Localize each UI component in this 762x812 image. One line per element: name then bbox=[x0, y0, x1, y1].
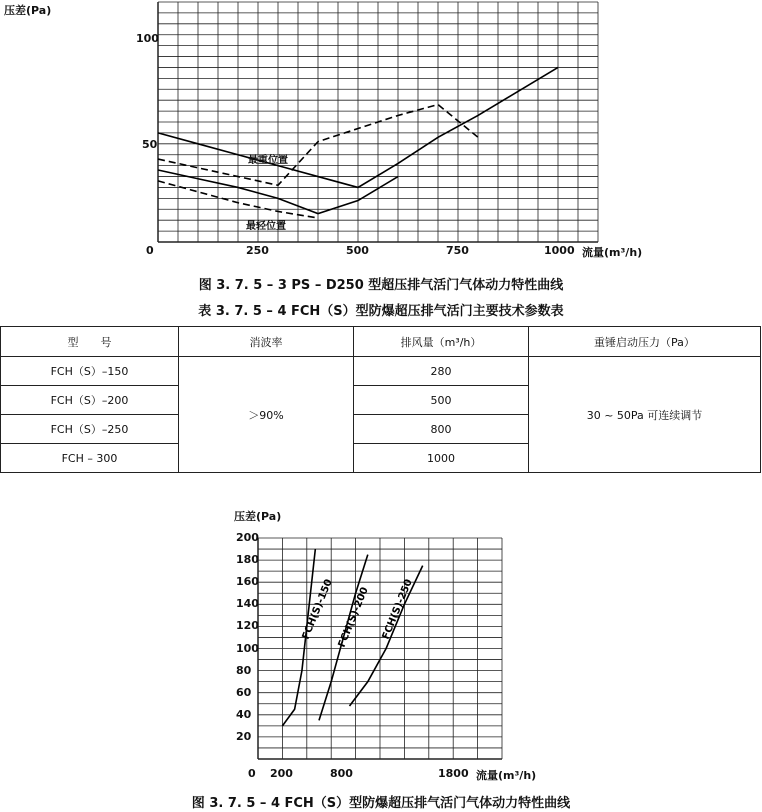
fig2-xlabel: 流量(m³/h) bbox=[476, 769, 537, 782]
fig1-ytick-100: 100 bbox=[136, 32, 159, 45]
wave-rate-cell: ＞90% bbox=[179, 357, 354, 473]
header-wave-rate: 消波率 bbox=[179, 327, 354, 357]
fig2-ytick: 140 bbox=[236, 597, 259, 611]
fig2-caption: 图 3. 7. 5 – 4 FCH（S）型防爆超压排气活门气体动力特性曲线 bbox=[191, 796, 571, 811]
fig2-ytick: 80 bbox=[236, 663, 252, 677]
fig2-ytick: 120 bbox=[236, 619, 259, 633]
fig2-grid bbox=[258, 538, 502, 759]
fig1-xtick-500: 500 bbox=[346, 244, 369, 257]
airflow-cell: 500 bbox=[354, 386, 529, 415]
table-title: 表 3. 7. 5 – 4 FCH（S）型防爆超压排气活门主要技术参数表 bbox=[198, 304, 564, 319]
fig1-annotation-lightest: 最轻位置 bbox=[246, 221, 286, 232]
fig2-ytick: 100 bbox=[236, 641, 259, 655]
model-cell: FCH（S）–150 bbox=[1, 357, 179, 386]
fig2-ytick: 40 bbox=[236, 707, 252, 721]
fig2-curve-label: FCH(S)-200 bbox=[336, 585, 371, 650]
model-cell: FCH（S）–200 bbox=[1, 386, 179, 415]
fig2-ytick: 20 bbox=[236, 729, 252, 743]
fig1-ylabel: 压差(Pa) bbox=[4, 4, 52, 17]
fig2-curve-label: FCH(S)-150 bbox=[300, 577, 335, 642]
fig2-ytick: 200 bbox=[236, 531, 259, 544]
fig1-xtick-750: 750 bbox=[446, 244, 469, 257]
fig1-xtick-250: 250 bbox=[246, 244, 269, 257]
fig2-ylabel: 压差(Pa) bbox=[234, 510, 282, 523]
fig1-xtick-1000: 1000 bbox=[544, 244, 575, 257]
fig2-xtick-0: 0 bbox=[248, 767, 256, 780]
fig2-ytick: 160 bbox=[236, 575, 259, 589]
header-start-pressure: 重锤启动压力（Pa） bbox=[529, 327, 761, 357]
fig2-ytick: 180 bbox=[236, 553, 259, 567]
fig2-ytick: 60 bbox=[236, 685, 252, 699]
fig1-xtick-0: 0 bbox=[146, 244, 154, 257]
header-airflow: 排风量（m³/h） bbox=[354, 327, 529, 357]
fig2-xtick-1800: 1800 bbox=[438, 767, 469, 780]
fig2-curve-label: FCH(S)-250 bbox=[380, 577, 415, 642]
start-pressure-cell: 30 ~ 50Pa 可连续调节 bbox=[529, 357, 761, 473]
airflow-cell: 800 bbox=[354, 415, 529, 444]
fig1-xlabel: 流量(m³/h) bbox=[582, 246, 643, 259]
fig1-annotation-heaviest: 最重位置 bbox=[248, 155, 288, 166]
fig1-ytick-50: 50 bbox=[142, 138, 158, 151]
model-cell: FCH – 300 bbox=[1, 444, 179, 473]
fig2-xtick-200: 200 bbox=[270, 767, 293, 780]
airflow-cell: 1000 bbox=[354, 444, 529, 473]
fig2-xtick-800: 800 bbox=[330, 767, 353, 780]
model-cell: FCH（S）–250 bbox=[1, 415, 179, 444]
header-model: 型 号 bbox=[1, 327, 179, 357]
airflow-cell: 280 bbox=[354, 357, 529, 386]
fig1-caption: 图 3. 7. 5 – 3 PS – D250 型超压排气活门气体动力特性曲线 bbox=[198, 278, 564, 293]
